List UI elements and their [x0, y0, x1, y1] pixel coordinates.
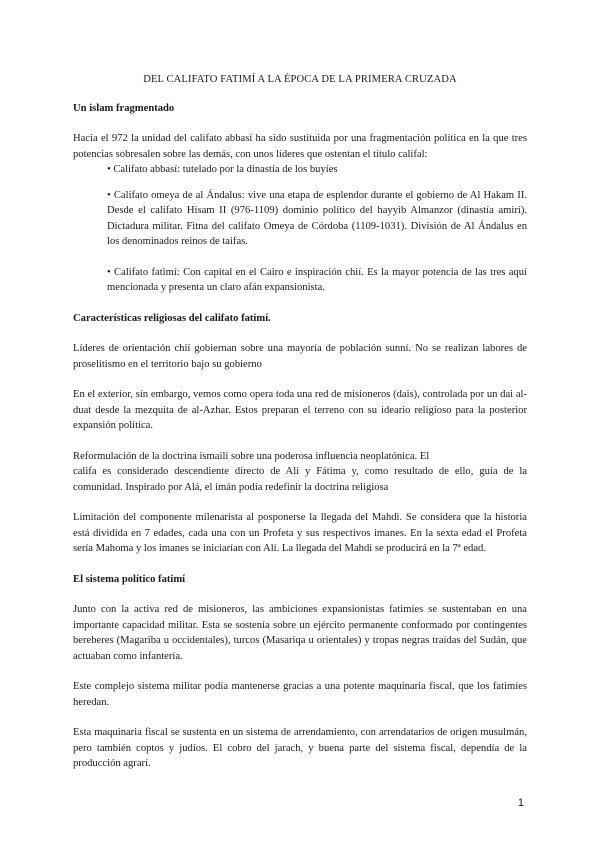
paragraph-intro: Hacia el 972 la unidad del califato abbasí ha sido sustituida por una fragmentación política en la que tres potencias sobresalen sobre las demás, con unos líderes que ostentan el título califal:: [73, 133, 527, 160]
paragraph-religious-1: Líderes de orientación chií gobiernan sobre una mayoría de población sunní. No se realizan labores de proselitismo en el territorio bajo su gobierno: [73, 343, 527, 370]
paragraph-religious-4: califa es considerado descendiente directo de Alí y Fátima y, como resultado de ello, guía de la comunidad. Inspirado por Alá, el imán podía redefinir la doctrina religiosa: [73, 466, 527, 493]
paragraph-political-1: Junto con la activa red de misioneros, las ambiciones expansionistas fatimíes se sustentaban en una importante capacidad militar. Esta se sostenía sobre un ejército permanente conformado por contingentes bereberes (Magariba u occidentales), turcos (Masariqa u orientales) y tropas negras traídas del Sudán, que actuaban como infantería.: [73, 604, 527, 662]
page-number: 1: [517, 797, 524, 809]
paragraph-political-3: Esta maquinaria fiscal se sustenta en un sistema de arrendamiento, con arrendatarios de origen musulmán, pero también coptos y judíos. El cobro del jarach, y buena parte del sistema fiscal, dependía de la producción agrarí.: [73, 727, 527, 769]
section-heading-religious: Características religiosas del califato fatimí.: [73, 312, 271, 324]
document-page: [73, 72, 527, 787]
paragraph-religious-2: En el exterior, sin embargo, vemos como opera toda una red de misioneros (dais), controlada por un dai al-duat desde la mezquita de al-Azhar. Estos preparan el terreno con su ideario religioso para la posterior expansión política.: [73, 389, 527, 431]
paragraph-political-2: Este complejo sistema militar podía mantenerse gracias a una potente maquinaria fiscal, que los fatimíes heredan.: [73, 681, 527, 708]
bullet-fatimid: • Califato fatimí: Con capital en el Cairo e inspiración chií. Es la mayor potencia de las tres aquí mencionada y presenta un claro afán expansionista.: [107, 266, 527, 293]
bullet-umayyad: • Califato omeya de al Ándalus: vive una etapa de esplendor durante el gobierno de Al Hakam II. Desde el califato Hisam II (976-1109) dominio político del hayyib Almanzor (dinastía amirí). Dictadura militar. Fitna del califato Omeya de Córdoba (1109-1031). División de Al Ándalus en los denominados reinos de taifas.: [107, 189, 527, 247]
bullet-abbasid: • Califato abbasí: tutelado por la dinastía de los buyíes: [107, 164, 338, 175]
section-heading-political: El sistema político fatimí: [73, 573, 186, 585]
paragraph-religious-5: Limitación del componente milenarista al posponerse la llegada del Mahdi. Se considera que la historia está dividida en 7 edades, cada una con un Profeta y sus respectivos imanes. En la sexta edad el Profeta sería Mahoma y los imanes se iniciarían con Alí. La llegada del Mahdi se producirá en la 7ª edad.: [73, 512, 527, 554]
section-heading-fragmented-islam: Un islam fragmentado: [73, 102, 175, 114]
document-title: DEL CALIFATO FATIMÍ A LA ÉPOCA DE LA PRIMERA CRUZADA: [143, 74, 457, 85]
paragraph-religious-3: Reformulación de la doctrina ismailí sobre una poderosa influencia neoplatónica. El: [73, 450, 430, 462]
